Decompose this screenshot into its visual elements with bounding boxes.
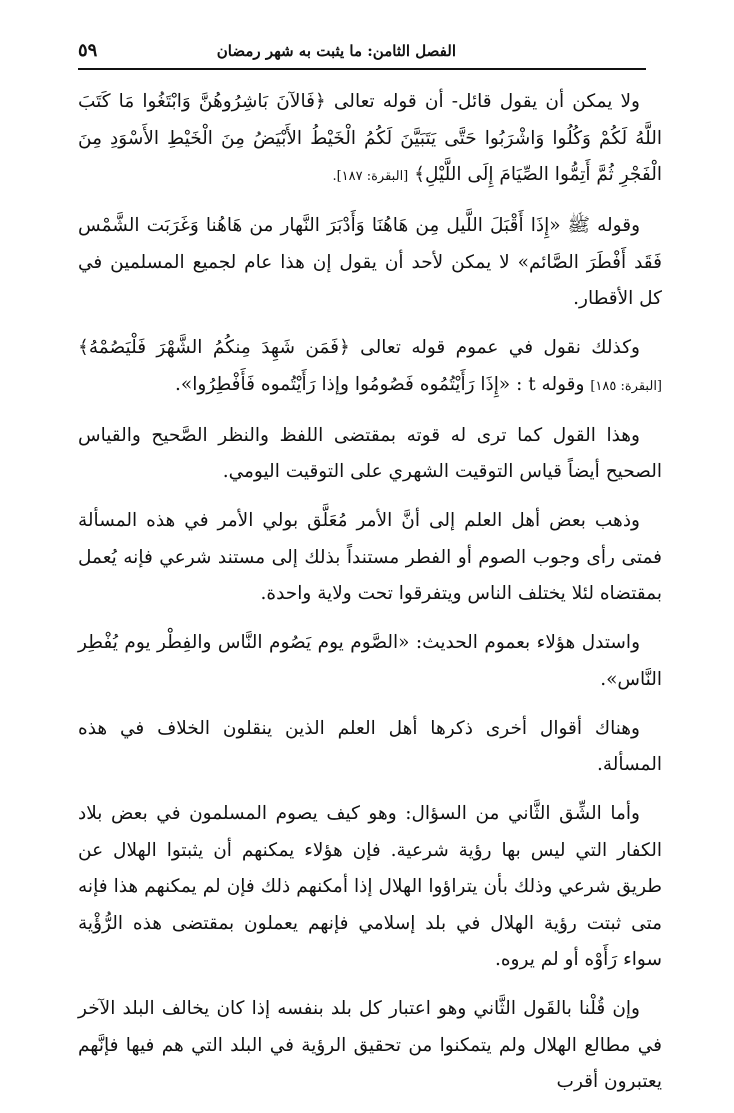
paragraph-text: وإن قُلْنا بالقَول الثَّاني وهو اعتبار كل بلد بنفسه إذا كان يخالف البلد الآخر في مطالع الهلال ولم يتمكنوا من تحقيق الرؤية في البلد التي هم فيها فإنَّهم يعتبرون أقرب: [78, 998, 662, 1092]
paragraph-5: [78, 503, 662, 613]
paragraph-text: وهناك أقوال أخرى ذكرها أهل العلم الذين ينقلون الخلاف في هذه المسألة.: [78, 717, 662, 775]
quran-citation: [البقرة: ١٨٧].: [332, 169, 409, 184]
chapter-title: الفصل الثامن: ما يثبت به شهر رمضان: [216, 42, 456, 60]
running-header: [78, 34, 646, 70]
paragraph-3: [78, 330, 662, 405]
paragraph-9: [78, 991, 662, 1101]
paragraph-text: وهذا القول كما ترى له قوته بمقتضى اللفظ والنظر الصَّحيح والقياس الصحيح أيضاً قياس التوقيت الشهري على التوقيت اليومي.: [78, 424, 662, 482]
paragraph-1: [78, 84, 662, 196]
paragraph-text: وأما الشِّق الثَّاني من السؤال: وهو كيف يصوم المسلمون في بعض بلاد الكفار التي ليس بها رؤية شرعية. فإن هؤلاء يمكنهم أن يثبتوا الهلال عن طريق شرعي وذلك بأن يتراؤوا الهلال إذا أمكنهم ذلك فإن لم يمكنهم هذا فإنه متى ثبتت رؤية الهلال في بلد إسلامي فإنهم يعملون بمقتضى هذه الرُّؤْية سواء رَأَوْه أو لم يروه.: [78, 803, 662, 970]
paragraph-text: وذهب بعض أهل العلم إلى أنَّ الأمر مُعَلَّق بولي الأمر في هذه المسألة فمتى رأى وجوب الصوم أو الفطر مستنداً بذلك إلى مستند شرعي فإنه يُعمل بمقتضاه لئلا يختلف الناس ويتفرقوا تحت ولاية واحدة.: [78, 510, 662, 604]
body-text: [78, 84, 662, 1113]
paragraph-7: [78, 711, 662, 784]
page-number: ٥٩: [78, 40, 98, 61]
paragraph-text: واستدل هؤلاء بعموم الحديث: «الصَّوم يوم يَصُوم النَّاس والفِطْر يوم يُفْطِر النَّاس».: [78, 632, 662, 690]
quran-citation: [البقرة: ١٨٥]: [590, 378, 662, 394]
paragraph-6: [78, 625, 662, 698]
paragraph-4: [78, 418, 662, 491]
paragraph-8: [78, 796, 662, 979]
paragraph-2: [78, 208, 662, 318]
paragraph-text: وكذلك نقول في عموم قوله تعالى ﴿فَمَن شَهِدَ مِنكُمُ الشَّهْرَ فَلْيَصُمْهُ﴾: [78, 337, 640, 358]
paragraph-text: وقوله ﷺ «إِذَا أَقْبَلَ اللَّيل مِن هَاهُنَا وَأَدْبَرَ النَّهار من هَاهُنا وَغَرَبَت الشَّمْس فَقَد أَفْطَرَ الصَّائم» لا يمكن لأحد أن يقول إن هذا عام لجميع المسلمين في كل الأقطار.: [78, 215, 662, 309]
paragraph-text: ولا يمكن أن يقول قائل- أن قوله تعالى ﴿فَالآنَ بَاشِرُوهُنَّ وَابْتَغُوا مَا كَتَبَ اللَّهُ لَكُمْ وَكُلُوا وَاشْرَبُوا حَتَّى يَتَبَيَّنَ لَكُمُ الْخَيْطُ الأَبْيَضُ مِنَ الْخَيْطِ الأَسْوَدِ مِنَ الْفَجْرِ ثُمَّ أَتِمُّوا الصِّيَامَ إِلَى اللَّيْلِ﴾: [78, 91, 662, 185]
paragraph-text-continued: وقوله t : «إِذَا رَأَيْتُمُوه فَصُومُوا وإذا رَأَيْتُموه فَأَفْطِرُوا».: [175, 373, 591, 395]
